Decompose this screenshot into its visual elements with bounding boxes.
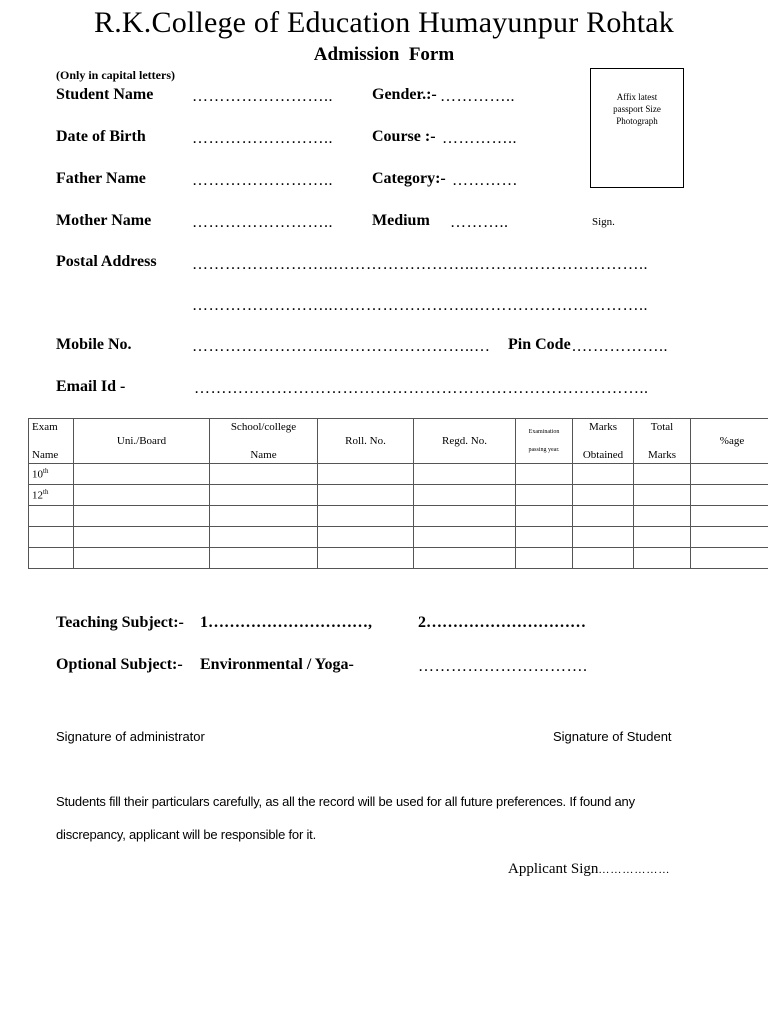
board-cell[interactable] (74, 485, 210, 506)
mobile-label: Mobile No. (56, 336, 132, 353)
col-total-marks: Total Marks (634, 419, 691, 464)
optional-subject-label: Optional Subject:- (56, 656, 183, 673)
declaration-line-1: Students fill their particulars carefully, as all the record will be used for all future preferences. If found any (56, 794, 635, 809)
exam-cell[interactable] (29, 527, 74, 548)
regd-cell[interactable] (414, 506, 516, 527)
father-name-label: Father Name (56, 170, 146, 187)
board-cell[interactable] (74, 464, 210, 485)
school-cell[interactable] (210, 464, 318, 485)
marks-cell[interactable] (573, 506, 634, 527)
exam-cell[interactable] (29, 506, 74, 527)
percent-cell[interactable] (691, 485, 768, 506)
roll-cell[interactable] (318, 527, 414, 548)
photo-instruction-1: Affix latest (616, 92, 658, 102)
percent-cell[interactable] (691, 464, 768, 485)
percent-cell[interactable] (691, 506, 768, 527)
col-percentage: %age (691, 419, 768, 464)
marks-cell[interactable] (573, 548, 634, 569)
photo-instruction-3: Photograph (616, 116, 658, 126)
teaching-subject-1-field[interactable]: 1…………………………, (200, 614, 372, 631)
applicant-sign-dots: ……………… (598, 864, 671, 876)
exam-cell[interactable] (29, 548, 74, 569)
total-cell[interactable] (634, 485, 691, 506)
col-regd: Regd. No. (414, 419, 516, 464)
education-table (28, 418, 768, 569)
table-row (29, 506, 768, 527)
optional-subject-options: Environmental / Yoga- (200, 656, 354, 673)
passing-cell[interactable] (516, 506, 573, 527)
admin-signature-label: Signature of administrator (56, 729, 205, 744)
pin-code-label: Pin Code (508, 336, 571, 353)
pin-code-field[interactable]: .…………….. (572, 338, 668, 355)
gender-field[interactable]: ………….. (440, 88, 515, 105)
form-title: Admission Form (313, 44, 455, 65)
course-label: Course :- (372, 128, 436, 145)
exam-cell[interactable]: 12th (29, 485, 74, 506)
dob-label: Date of Birth (56, 128, 146, 145)
category-field[interactable]: ………… (452, 172, 518, 189)
percent-cell[interactable] (691, 527, 768, 548)
roll-cell[interactable] (318, 548, 414, 569)
mobile-field[interactable]: ……………………..……………………..… (192, 338, 491, 355)
total-cell[interactable] (634, 464, 691, 485)
category-label: Category:- (372, 170, 446, 187)
regd-cell[interactable] (414, 548, 516, 569)
roll-cell[interactable] (318, 464, 414, 485)
col-exam-name: Exam Name (29, 419, 74, 464)
passing-cell[interactable] (516, 485, 573, 506)
school-cell[interactable] (210, 527, 318, 548)
table-row (29, 485, 768, 506)
table-header-row (29, 419, 768, 464)
dob-field[interactable]: …………………….. (192, 130, 333, 147)
marks-cell[interactable] (573, 464, 634, 485)
col-school: School/college Name (210, 419, 318, 464)
col-roll: Roll. No. (318, 419, 414, 464)
student-signature-label: Signature of Student (553, 729, 672, 744)
college-title: R.K.College of Education Humayunpur Rohtak (94, 6, 674, 39)
school-cell[interactable] (210, 485, 318, 506)
applicant-sign[interactable] (508, 861, 670, 878)
regd-cell[interactable] (414, 464, 516, 485)
table-row (29, 548, 768, 569)
photo-instruction-2: passport Size (613, 104, 661, 114)
applicant-sign-label: Applicant Sign (508, 861, 599, 877)
total-cell[interactable] (634, 548, 691, 569)
teaching-subject-2-field[interactable]: 2………………………… (418, 614, 586, 631)
email-field[interactable]: ……………………………………………………………………….. (194, 380, 649, 397)
board-cell[interactable] (74, 527, 210, 548)
board-cell[interactable] (74, 548, 210, 569)
marks-cell[interactable] (573, 527, 634, 548)
mother-name-label: Mother Name (56, 212, 152, 229)
passing-cell[interactable] (516, 464, 573, 485)
regd-cell[interactable] (414, 527, 516, 548)
table-row (29, 464, 768, 485)
roll-cell[interactable] (318, 485, 414, 506)
postal-address-line-2[interactable]: ……………………..……………………..………………………….. (192, 297, 648, 314)
father-name-field[interactable]: …………………….. (192, 172, 333, 189)
course-field[interactable]: ………….. (442, 130, 517, 147)
declaration-line-2: discrepancy, applicant will be responsible for it. (56, 827, 317, 842)
medium-field[interactable]: ……….. (450, 214, 509, 231)
student-name-label: Student Name (56, 86, 154, 103)
mother-name-field[interactable]: …………………….. (192, 214, 333, 231)
exam-cell[interactable]: 10th (29, 464, 74, 485)
medium-label: Medium (372, 212, 430, 229)
roll-cell[interactable] (318, 506, 414, 527)
email-label: Email Id - (56, 378, 126, 395)
board-cell[interactable] (74, 506, 210, 527)
total-cell[interactable] (634, 506, 691, 527)
total-cell[interactable] (634, 527, 691, 548)
percent-cell[interactable] (691, 548, 768, 569)
postal-address-label: Postal Address (56, 253, 157, 270)
table-row (29, 527, 768, 548)
student-name-field[interactable]: …………………….. (192, 88, 333, 105)
teaching-subject-label: Teaching Subject:- (56, 614, 184, 631)
passing-cell[interactable] (516, 527, 573, 548)
postal-address-line-1[interactable]: ……………………..……………………..………………………….. (192, 256, 648, 273)
capital-letters-note: (Only in capital letters) (56, 68, 175, 82)
col-marks-obtained: Marks Obtained (573, 419, 634, 464)
gender-label: Gender.:- (372, 86, 437, 103)
col-passing-year: Examination passing year. (516, 419, 573, 464)
regd-cell[interactable] (414, 485, 516, 506)
school-cell[interactable] (210, 548, 318, 569)
marks-cell[interactable] (573, 485, 634, 506)
photo-box[interactable] (590, 68, 684, 188)
optional-subject-field[interactable]: …………………………. (418, 658, 588, 675)
photo-sign-label: Sign. (592, 216, 615, 228)
col-board: Uni./Board (74, 419, 210, 464)
school-cell[interactable] (210, 506, 318, 527)
passing-cell[interactable] (516, 548, 573, 569)
